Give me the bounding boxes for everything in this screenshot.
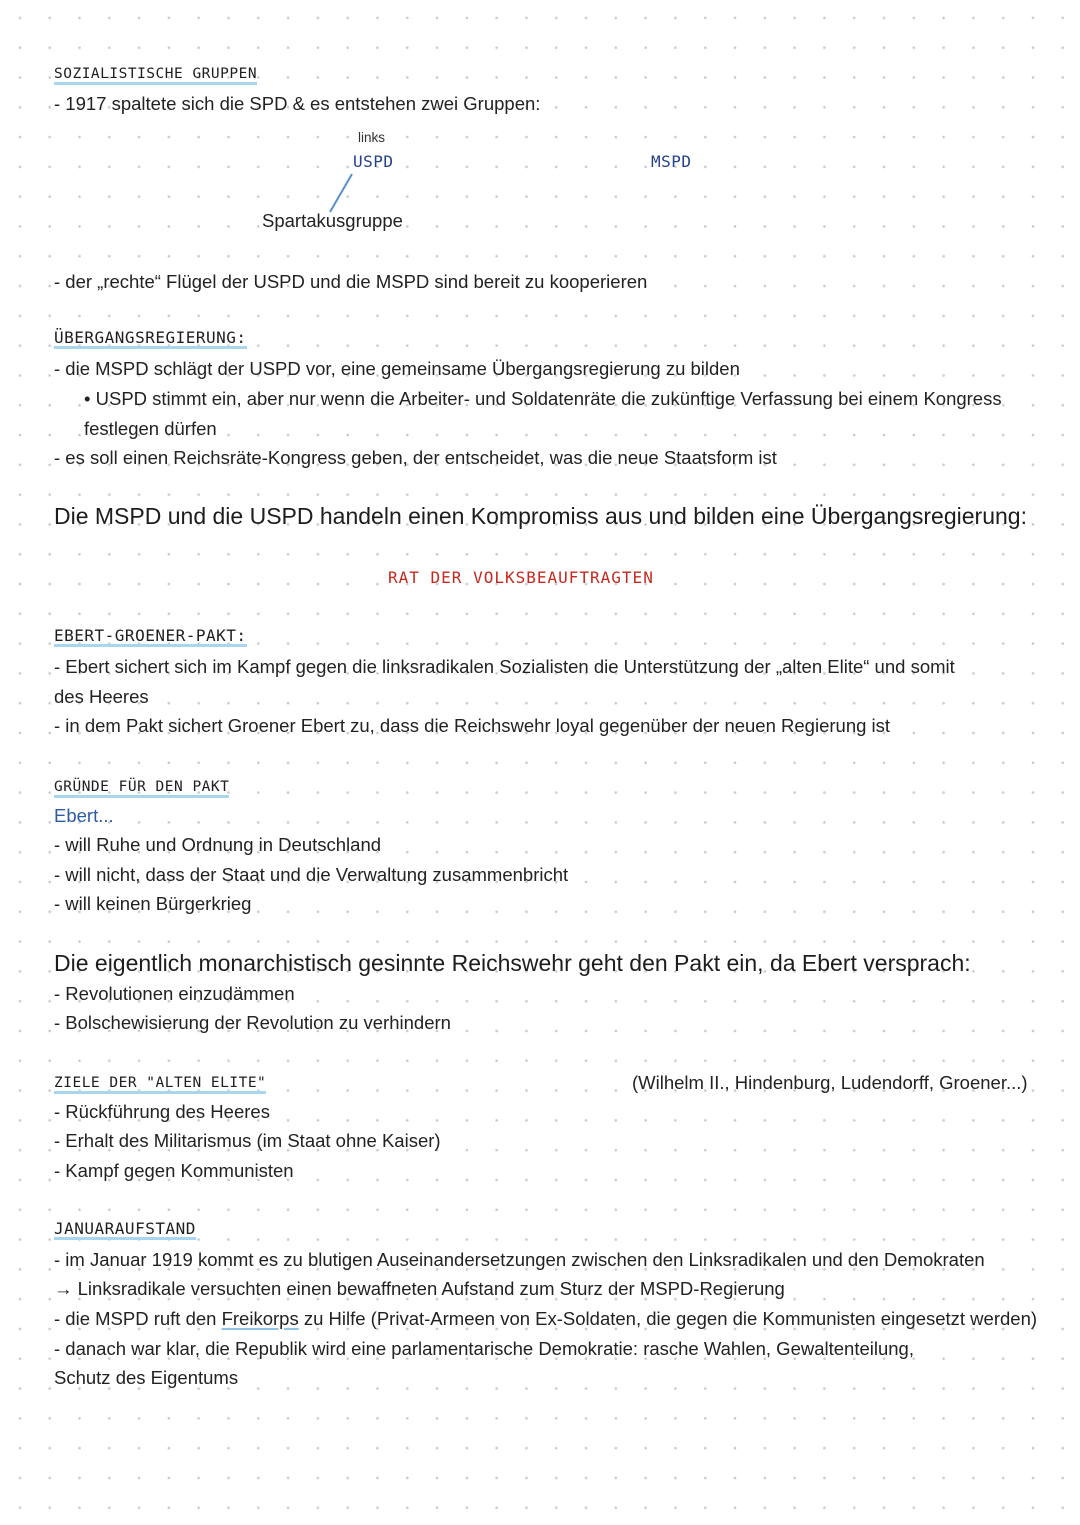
label-rat-der-volksbeauftragten: RAT DER VOLKSBEAUFTRAGTEN (388, 568, 654, 587)
text-line: - in dem Pakt sichert Groener Ebert zu, dass die Reichswehr loyal gegenüber der neuen Regierung ist (54, 715, 891, 736)
text-line: - die MSPD schlägt der USPD vor, eine gemeinsame Übergangsregierung zu bilden (54, 358, 740, 379)
text-line: - im Januar 1919 kommt es zu blutigen Auseinandersetzungen zwischen den Linksradikalen und den Demokraten (54, 1249, 985, 1270)
term-freikorps: Freikorps (221, 1308, 299, 1329)
heading-uebergangsregierung: ÜBERGANGSREGIERUNG: (54, 328, 247, 347)
text-line: - Bolschewisierung der Revolution zu verhindern (54, 1012, 451, 1033)
text-line: - Ebert sichert sich im Kampf gegen die linksradikalen Sozialisten die Unterstützung der „alten Elite“ und somit (54, 656, 955, 677)
text-line: → Linksradikale versuchten einen bewaffneten Aufstand zum Sturz der MSPD-Regierung (54, 1278, 785, 1299)
label-ebert: Ebert... (54, 805, 114, 826)
text-line: - will nicht, dass der Staat und die Verwaltung zusammenbricht (54, 864, 569, 885)
text-fragment: zu Hilfe (Privat-Armeen von Ex-Soldaten, die gegen die Kommunisten eingesetzt werden) (298, 1308, 1038, 1329)
text-fragment: - die MSPD ruft den (54, 1308, 222, 1329)
label-spartakusgruppe: Spartakusgruppe (262, 210, 403, 231)
text-line: festlegen dürfen (84, 418, 217, 439)
label-uspd: USPD (353, 152, 394, 171)
heading-sozialistische-gruppen: SOZIALISTISCHE GRUPPEN (54, 66, 257, 85)
text-line: - Kampf gegen Kommunisten (54, 1160, 294, 1181)
bullet-line: • USPD stimmt ein, aber nur wenn die Arbeiter- und Soldatenräte die zukünftige Verfassung bei einem Kongress (84, 388, 1002, 409)
text-line: - es soll einen Reichsräte-Kongress geben, der entscheidet, was die neue Staatsform ist (54, 447, 777, 468)
text-line: des Heeres (54, 686, 149, 707)
text-line: - Rückführung des Heeres (54, 1101, 270, 1122)
text-line: - der „rechte“ Flügel der USPD und die MSPD sind bereit zu kooperieren (54, 271, 648, 292)
label-mspd: MSPD (651, 152, 692, 171)
statement-kompromiss: Die MSPD und die USPD handeln einen Kompromiss aus und bilden eine Übergangsregierung: (54, 503, 1027, 529)
statement-reichswehr: Die eigentlich monarchistisch gesinnte Reichswehr geht den Pakt ein, da Ebert versprach: (54, 950, 971, 976)
text-line: - will keinen Bürgerkrieg (54, 893, 252, 914)
text-line: - will Ruhe und Ordnung in Deutschland (54, 834, 382, 855)
text-elite-members: (Wilhelm II., Hindenburg, Ludendorff, Groener...) (632, 1072, 1028, 1093)
heading-ziele-der-alten-elite: ZIELE DER "ALTEN ELITE" (54, 1075, 266, 1094)
text-line: - Revolutionen einzudämmen (54, 983, 295, 1004)
text-line: - 1917 spaltete sich die SPD & es entstehen zwei Gruppen: (54, 93, 541, 114)
heading-gruende-fuer-den-pakt: GRÜNDE FÜR DEN PAKT (54, 779, 229, 798)
text-line: Schutz des Eigentums (54, 1367, 239, 1388)
text-line-freikorps (54, 1308, 1037, 1330)
text-line: - Erhalt des Militarismus (im Staat ohne Kaiser) (54, 1130, 441, 1151)
text-line: - danach war klar, die Republik wird eine parlamentarische Demokratie: rasche Wahlen, Gewaltenteilung, (54, 1338, 914, 1359)
connector-line (326, 172, 356, 214)
heading-ebert-groener-pakt: EBERT-GROENER-PAKT: (54, 626, 247, 645)
heading-januaraufstand: JANUARAUFSTAND (54, 1219, 196, 1238)
label-links: links (358, 130, 386, 145)
